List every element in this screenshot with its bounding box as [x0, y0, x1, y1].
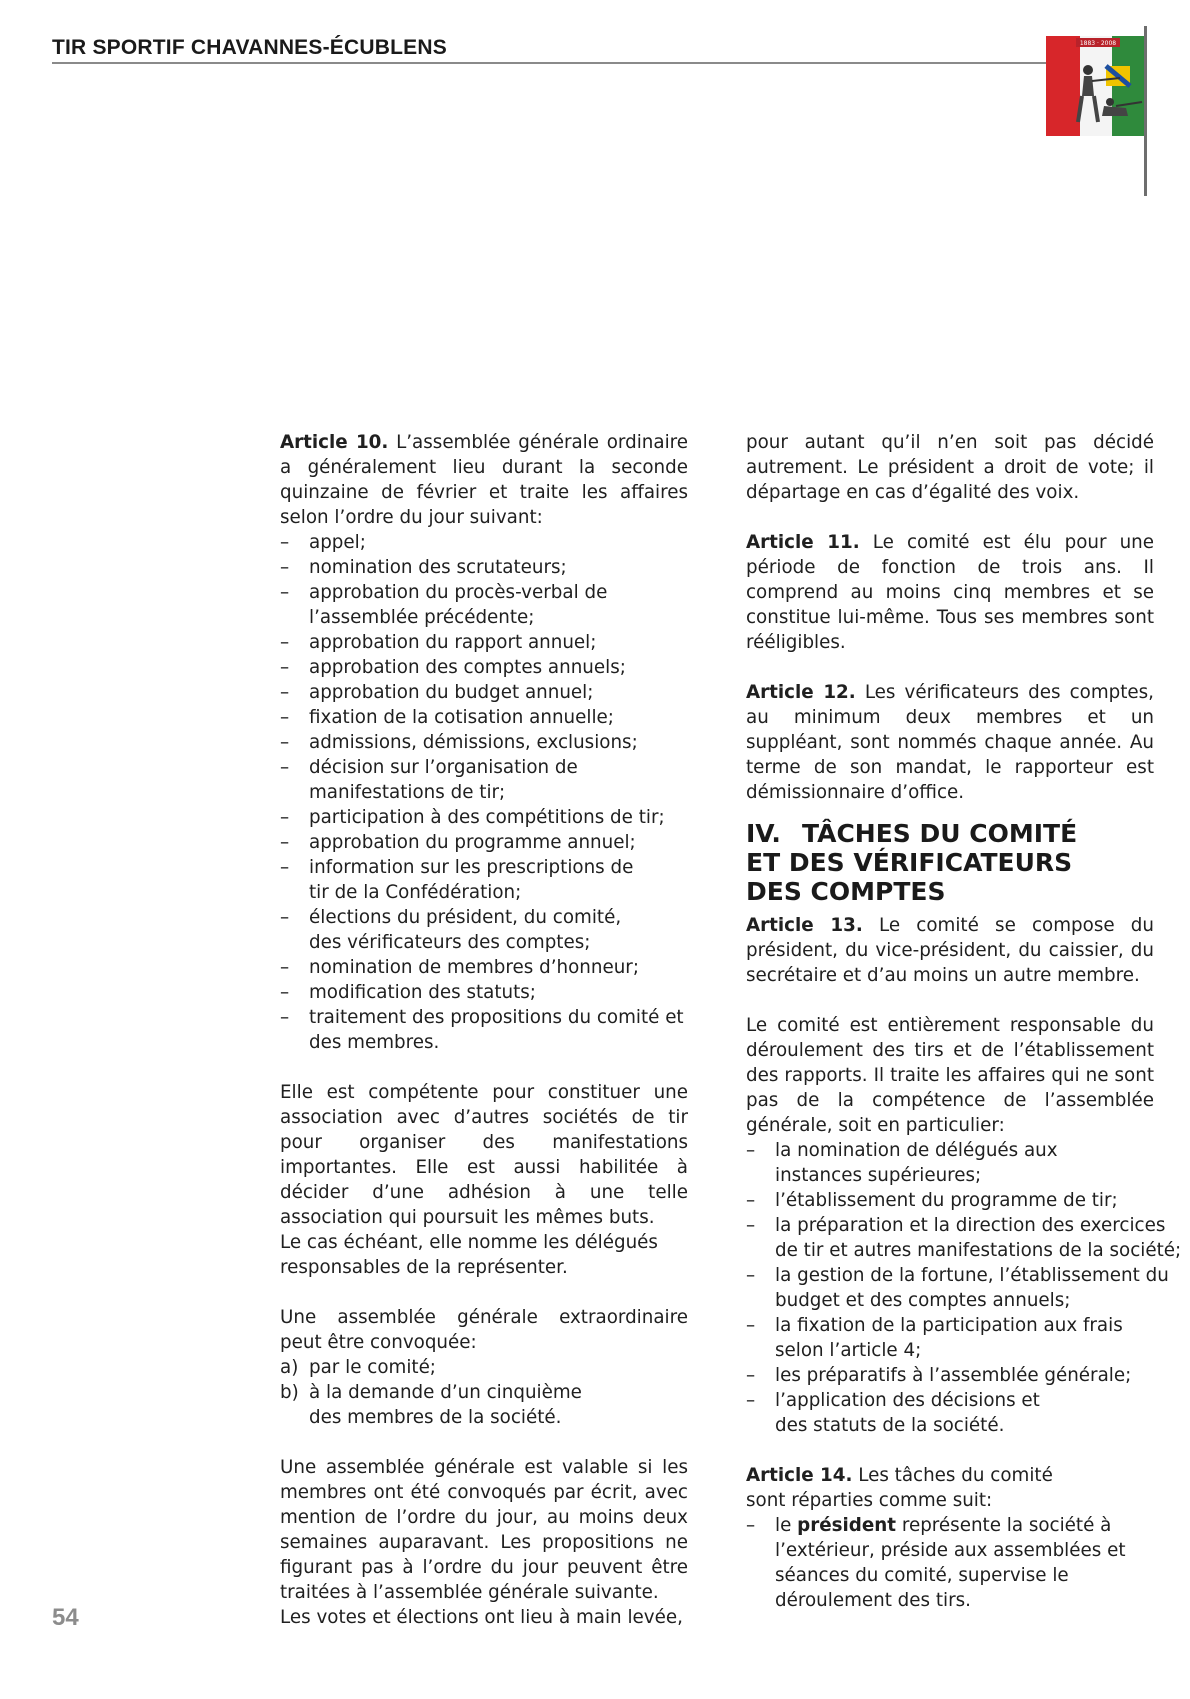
list-item-text: approbation des comptes annuels;: [309, 657, 626, 678]
page-number: 54: [52, 1604, 79, 1631]
article-13-text: Le comité se compose du président, du vice-président, du caissier, du secrétaire et d’au moins un autre membre.: [746, 915, 1154, 986]
list-item-text: élections du président, du comité, des vérificateurs des comptes;: [309, 907, 622, 953]
list-item-text: nomination des scrutateurs;: [309, 557, 567, 578]
section-heading-iv: [746, 819, 1154, 906]
list-item-text: approbation du procès-verbal de l’assemblée précédente;: [309, 582, 608, 628]
list-item-text: la nomination de délégués aux instances supérieures;: [775, 1140, 1058, 1186]
left-column: [280, 430, 688, 1630]
list-item: [280, 1005, 688, 1055]
list-dash: –: [280, 1007, 290, 1028]
header-rule: [52, 62, 1062, 64]
list-item-text: traitement des propositions du comité et des membres.: [309, 1007, 684, 1053]
section-title-line: TÂCHES DU COMITÉ: [802, 819, 1078, 848]
article-14: [746, 1463, 1096, 1513]
list-letter: a): [280, 1357, 299, 1378]
article-13: [746, 913, 1154, 988]
article-11-text: Le comité est élu pour une période de fonction de trois ans. Il comprend au moins cinq membres et se constitue lui-même. Tous ses membres sont rééligibles.: [746, 532, 1155, 653]
list-item: [280, 1355, 688, 1380]
section-title-line: ET DES VÉRIFICATEURS: [746, 848, 1073, 877]
list-item-text: admissions, démissions, exclusions;: [309, 732, 638, 753]
list-dash: –: [280, 707, 290, 728]
list-item: [746, 1313, 1169, 1363]
list-letter: b): [280, 1382, 299, 1403]
list-item-text: approbation du rapport annuel;: [309, 632, 597, 653]
list-item: [746, 1263, 1181, 1313]
list-dash: –: [280, 682, 290, 703]
list-item: [746, 1363, 1154, 1388]
list-dash: –: [280, 757, 290, 778]
paragraph-continued: pour autant qu’il n’en soit pas décidé autrement. Le président a droit de vote; il départage en cas d’égalité des voix.: [746, 432, 1154, 503]
list-item-text: participation à des compétitions de tir;: [309, 807, 665, 828]
list-item-text: la préparation et la direction des exercices de tir et autres manifestations de la société;: [775, 1215, 1182, 1261]
list-item-text: information sur les prescriptions de tir de la Confédération;: [309, 857, 634, 903]
list-item: [280, 530, 688, 555]
flag-date-text: 1883 · 2008: [1079, 40, 1117, 47]
list-item: [280, 730, 688, 755]
list-dash: –: [746, 1265, 756, 1286]
list-item: [280, 655, 688, 680]
list-dash: –: [280, 632, 290, 653]
flag-pole: [1144, 26, 1147, 196]
paragraph-validity: Une assemblée générale est valable si les membres ont été convoqués par écrit, avec mention de l’ordre du jour, au moins deux semaines auparavant. Les propositions ne figurant pas à l’ordre du jour peuvent être traitées à l’assemblée générale suivante.: [280, 1457, 688, 1603]
list-dash: –: [746, 1140, 756, 1161]
section-number: IV.: [746, 819, 781, 848]
list-item: [280, 1380, 599, 1430]
paragraph-delegates: Le cas échéant, elle nomme les délégués responsables de la représenter.: [280, 1232, 658, 1278]
list-item-text: l’établissement du programme de tir;: [775, 1190, 1118, 1211]
list-dash: –: [746, 1515, 756, 1536]
list-item: [280, 555, 688, 580]
article-12: [746, 680, 1154, 805]
section-title-line: DES COMPTES: [746, 877, 946, 906]
list-item: [746, 1388, 1065, 1438]
list-dash: –: [746, 1215, 756, 1236]
list-dash: –: [280, 557, 290, 578]
list-dash: –: [746, 1315, 756, 1336]
duties-list: [746, 1138, 1182, 1438]
list-item-text: la gestion de la fortune, l’établissement du budget et des comptes annuels;: [775, 1265, 1169, 1311]
list-item-text: approbation du budget annuel;: [309, 682, 594, 703]
list-item: [280, 955, 688, 980]
list-item-text: modification des statuts;: [309, 982, 536, 1003]
article-10-label: Article 10.: [280, 432, 389, 453]
paragraph-committee: Le comité est entièrement responsable du déroulement des tirs et de l’établissement des rapports. Il traite les affaires qui ne sont pas de la compétence de l’assemblée générale, soit en particulier:: [746, 1015, 1154, 1136]
list-item-text: approbation du programme annuel;: [309, 832, 636, 853]
list-item-text: nomination de membres d’honneur;: [309, 957, 639, 978]
article-12-label: Article 12.: [746, 682, 856, 703]
list-dash: –: [280, 807, 290, 828]
list-dash: –: [280, 907, 290, 928]
article-14-text: Les tâches du comité sont réparties comme suit:: [746, 1465, 1053, 1511]
list-dash: –: [280, 957, 290, 978]
list-dash: –: [280, 657, 290, 678]
list-item: [280, 680, 688, 705]
list-item: [280, 805, 688, 830]
list-dash: –: [746, 1190, 756, 1211]
article-10-text: L’assemblée générale ordinaire a généralement lieu durant la seconde quinzaine de février et traite les affaires selon l’ordre du jour suivant:: [280, 432, 689, 528]
list-item-text: à la demande d’un cinquième des membres de la société.: [309, 1382, 582, 1428]
list-item: [280, 755, 589, 805]
president-pre: le: [775, 1515, 798, 1536]
president-text: représente la société à l’extérieur, préside aux assemblées et séances du comité, supervise le déroulement des tirs.: [775, 1515, 1126, 1611]
agenda-list: [280, 530, 688, 1055]
list-dash: –: [280, 982, 290, 1003]
list-item-text: fixation de la cotisation annuelle;: [309, 707, 614, 728]
flag-red-band: [1046, 36, 1080, 136]
right-column: [746, 430, 1182, 1613]
president-keyword: président: [797, 1515, 897, 1536]
list-item: [280, 980, 688, 1005]
list-dash: –: [280, 582, 290, 603]
club-flag-logo: [1046, 26, 1156, 196]
list-item: [280, 705, 688, 730]
list-item: [280, 905, 649, 955]
list-item-text: par le comité;: [309, 1357, 436, 1378]
list-dash: –: [280, 732, 290, 753]
list-item-text: la fixation de la participation aux frais selon l’article 4;: [775, 1315, 1123, 1361]
list-item: [746, 1138, 1065, 1188]
list-item: [746, 1188, 1154, 1213]
article-12-text: Les vérificateurs des comptes, au minimum deux membres et un suppléant, sont nommés chaque année. Au terme de son mandat, le rapporteur est démissionnaire d’office.: [746, 682, 1154, 803]
list-item-text: appel;: [309, 532, 366, 553]
list-dash: –: [746, 1365, 756, 1386]
running-header-title: TIR SPORTIF CHAVANNES-ÉCUBLENS: [52, 36, 447, 59]
paragraph-votes: Les votes et élections ont lieu à main levée,: [280, 1607, 683, 1628]
list-item-text: décision sur l’organisation de manifestations de tir;: [309, 757, 578, 803]
article-11-label: Article 11.: [746, 532, 860, 553]
list-item-text: l’application des décisions et des statuts de la société.: [775, 1390, 1040, 1436]
article-14-label: Article 14.: [746, 1465, 853, 1486]
list-item: [746, 1513, 1145, 1613]
article-10: [280, 430, 688, 530]
list-item: [280, 580, 609, 630]
list-item-text: les préparatifs à l’assemblée générale;: [775, 1365, 1132, 1386]
list-dash: –: [280, 532, 290, 553]
article-13-label: Article 13.: [746, 915, 863, 936]
article-11: [746, 530, 1154, 655]
list-dash: –: [280, 832, 290, 853]
list-item: [746, 1213, 1187, 1263]
list-dash: –: [746, 1390, 756, 1411]
list-item: [280, 830, 688, 855]
paragraph-extraordinary: Une assemblée générale extraordinaire peut être convoquée:: [280, 1307, 688, 1353]
list-dash: –: [280, 857, 290, 878]
list-item: [280, 630, 688, 655]
paragraph-association: Elle est compétente pour constituer une association avec d’autres sociétés de tir pour organiser des manifestations importantes. Elle est aussi habilitée à décider d’une adhésion à une telle association qui poursuit les mêmes buts.: [280, 1082, 688, 1228]
list-item: [280, 855, 649, 905]
